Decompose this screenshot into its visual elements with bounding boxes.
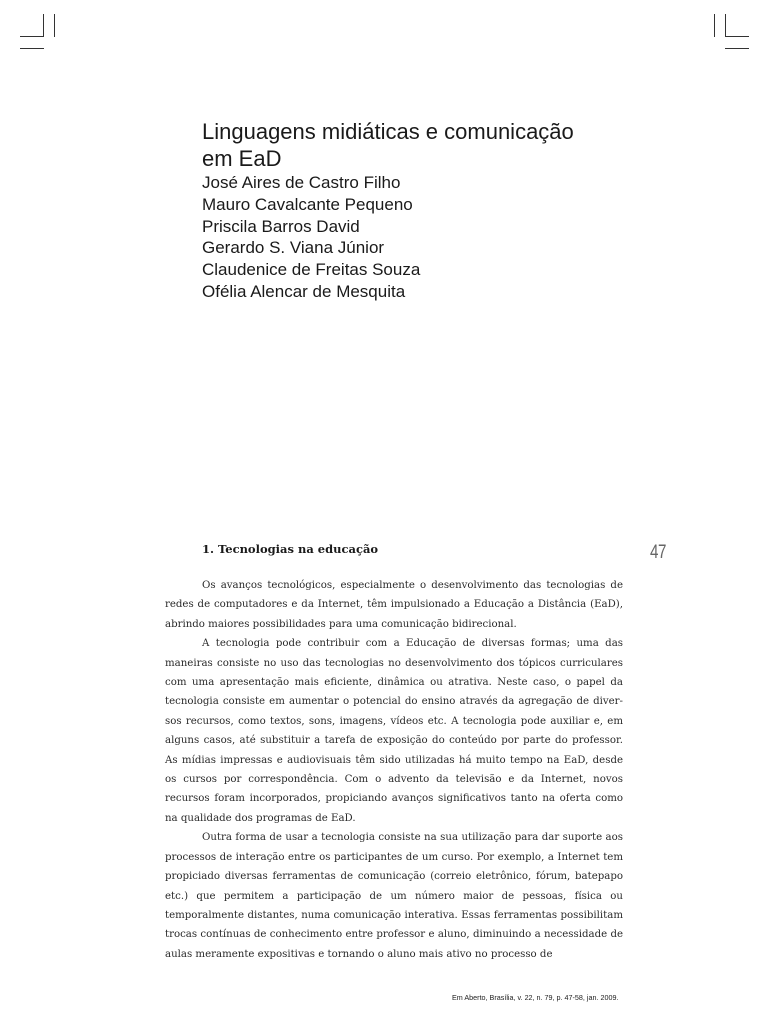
crop-mark-top-left-h — [20, 36, 44, 37]
crop-mark-top-left-h2 — [20, 48, 44, 49]
title-line-2: em EaD — [202, 146, 282, 171]
author: Claudenice de Freitas Souza — [202, 260, 421, 280]
journal-citation-footer: Em Aberto, Brasília, v. 22, n. 79, p. 47-58, jan. 2009. — [452, 993, 619, 1002]
crop-mark-top-right-h2 — [725, 48, 749, 49]
author-list — [202, 172, 642, 303]
author: Priscila Barros David — [202, 216, 360, 236]
author: José Aires de Castro Filho — [202, 173, 401, 192]
author: Gerardo S. Viana Júnior — [202, 238, 385, 258]
article-title — [202, 118, 642, 172]
crop-mark-top-left-v2 — [54, 14, 55, 37]
paragraph: Os avanços tecnológicos, especialmente o desenvolvimento das tecnologias de redes de computadores e da Internet, têm impulsionado a Educação a Distância (EaD), abrindo maiores possibilidades para uma comunicação bidirecional. — [165, 580, 623, 630]
author: Mauro Cavalcante Pequeno — [202, 194, 413, 214]
section-heading: 1. Tecnologias na educação — [202, 542, 379, 556]
paragraph: Outra forma de usar a tecnologia consiste na sua utilização para dar suporte aos processos de interação entre os participantes de um curso. Por exemplo, a Internet tem propiciado diversas ferramentas de comunicação (correio eletrônico, fórum, batepapo etc.) que permitem a participação de um número maior de pessoas, física ou temporalmente distantes, numa comunicação interativa. Essas ferramentas possibilitam trocas contínuas de conhecimento entre professor e aluno, diminuindo a necessidade de aulas meramente expositivas e tornando o aluno mais ativo no processo de — [165, 832, 623, 960]
crop-mark-top-right-v2 — [714, 14, 715, 37]
page-number: 47 — [650, 542, 667, 563]
author: Ofélia Alencar de Mesquita — [202, 281, 406, 301]
crop-mark-top-right-v — [725, 14, 726, 37]
article-header — [202, 118, 642, 303]
paragraph: A tecnologia pode contribuir com a Educação de diversas formas; uma das maneiras consiste no uso das tecnologias no desenvolvimento dos tópicos curriculares com uma apresentação mais eficiente, dinâmica ou atrativa. Neste caso, o papel da tecnologia consiste em aumentar o potencial do ensino através da agregação de diversos recursos, como textos, sons, imagens, vídeos etc. A tecnologia pode auxiliar e, em alguns casos, até substituir a tarefa de exposição do conteúdo por parte do professor. As mídias impressas e audiovisuais têm sido utilizadas há muito tempo na EaD, desde os cursos por correspondência. Com o advento da televisão e da Internet, novos recursos foram incorporados, propiciando avanços significativos tanto na oferta como na qualidade dos programas de EaD. — [165, 638, 623, 824]
crop-mark-top-left-v — [43, 14, 44, 37]
body-text — [165, 576, 623, 964]
crop-mark-top-right-h — [725, 36, 749, 37]
title-line-1: Linguagens midiáticas e comunicação — [202, 119, 574, 144]
